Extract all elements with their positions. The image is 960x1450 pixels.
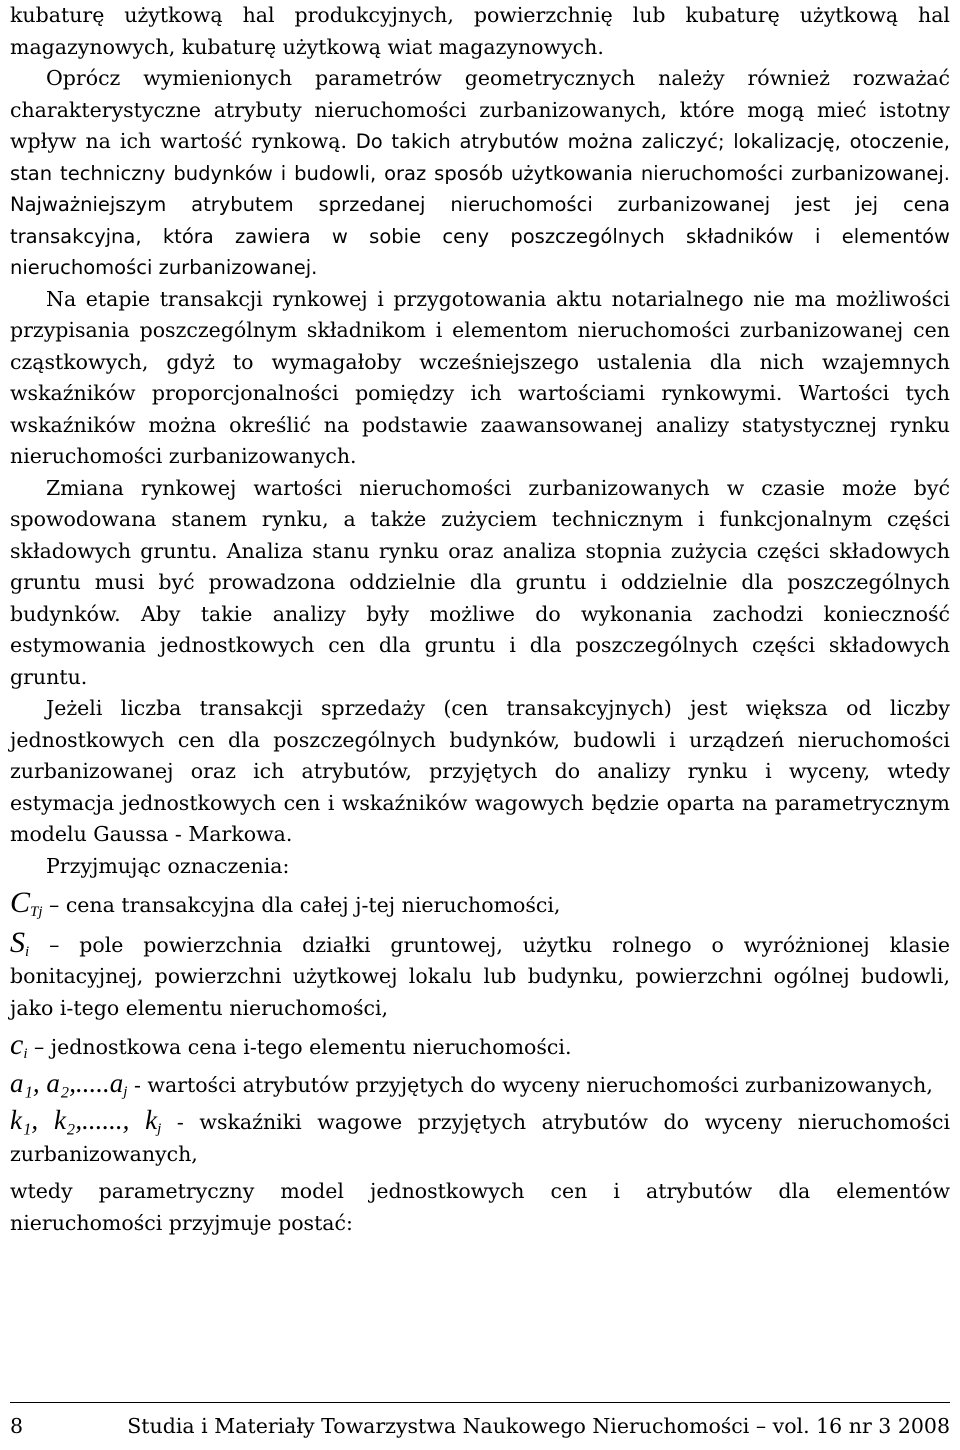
symbol-ctj-subscript: Tj bbox=[30, 904, 43, 920]
definition-ci bbox=[10, 1030, 950, 1064]
definition-aj-text: - wartości atrybutów przyjętych do wyceny nieruchomości zurbanizowanych, bbox=[127, 1072, 933, 1097]
symbol-kj-subscript: j bbox=[157, 1121, 162, 1137]
definition-si-text: – pole powierzchnia działki gruntowej, użytku rolnego o wyróżnionej klasie bonitacyjnej, powierzchni użytkowej lokalu lub budynku, powierzchni ogólnej budowli, jako i-tego elementu nieruchomości, bbox=[10, 932, 950, 1020]
symbol-ctj-base: C bbox=[10, 886, 31, 919]
definition-kj bbox=[10, 1107, 950, 1170]
definition-ctj bbox=[10, 888, 950, 922]
symbol-aj bbox=[10, 1068, 127, 1098]
closing-sentence: wtedy parametryczny model jednostkowych cen i atrybutów dla elementów nieruchomości przyjmuje postać: bbox=[10, 1179, 950, 1235]
symbol-ci-subscript: i bbox=[23, 1046, 28, 1062]
symbol-si-subscript: i bbox=[25, 943, 30, 960]
definition-ci-text: – jednostkowa cena i-tego elementu nieruchomości. bbox=[27, 1035, 572, 1059]
symbol-aj-subscript: j bbox=[123, 1083, 128, 1100]
paragraph-1: kubaturę użytkową hal produkcyjnych, powierzchnię lub kubaturę użytkową hal magazynowych, kubaturę użytkową wiat magazynowych. bbox=[10, 3, 950, 59]
paragraph-2-part-2: Do takich atrybutów można zaliczyć; lokalizację, otoczenie, stan techniczny budynków i budowli, oraz sposób użytkowania nieruchomości zurbanizowanej. bbox=[10, 130, 950, 185]
page-number: 8 bbox=[10, 1414, 24, 1438]
paragraph-6: Przyjmując oznaczenia: bbox=[46, 853, 290, 878]
symbol-aj-base: a₁, a₂,.....a bbox=[10, 1067, 124, 1098]
definition-si bbox=[10, 925, 950, 1025]
paragraph-2-part-3: Najważniejszym atrybutem sprzedanej nieruchomości zurbanizowanej jest jej cena transakcyjna, która zawiera w sobie ceny poszczególnych składników i elementów nieruchomości zurbanizowanej. bbox=[10, 193, 950, 279]
symbol-kj-base: k₁, k₂,......, k bbox=[10, 1105, 158, 1135]
symbol-ctj bbox=[10, 886, 43, 919]
definition-aj bbox=[10, 1067, 950, 1102]
symbol-ci-base: c bbox=[10, 1028, 24, 1061]
symbol-ci bbox=[10, 1028, 28, 1061]
symbol-si bbox=[10, 926, 29, 959]
definition-kj-text: - wskaźniki wagowe przyjętych atrybutów do wyceny nieruchomości zurbanizowanych, bbox=[10, 1110, 950, 1166]
paragraph-2-part-1: Oprócz wymienionych parametrów geometrycznych należy również rozważać charakterystyczne atrybuty nieruchomości zurbanizowanych, które mogą mieć istotny wpływ na ich wartość rynkową. bbox=[10, 66, 950, 153]
paragraph-2 bbox=[10, 63, 950, 284]
symbol-kj bbox=[10, 1105, 161, 1135]
notation-definitions bbox=[10, 888, 950, 1239]
footer-divider bbox=[10, 1402, 950, 1403]
paragraph-5: Jeżeli liczba transakcji sprzedaży (cen transakcyjnych) jest większa od liczby jednostkowych cen dla poszczególnych budynków, budowli i urządzeń nieruchomości zurbanizowanej oraz ich atrybutów, przyjętych do analizy rynku i wyceny, wtedy estymacja jednostkowych cen i wskaźników wagowych będzie oparta na parametrycznym modelu Gaussa - Markowa. bbox=[10, 696, 950, 846]
symbol-si-base: S bbox=[10, 925, 25, 959]
document-body bbox=[10, 0, 950, 1245]
paragraph-4: Zmiana rynkowej wartości nieruchomości zurbanizowanych w czasie może być spowodowana stanem rynku, a także zużyciem technicznym i funkcjonalnym części składowych gruntu. Analiza stanu rynku oraz analiza stopnia zużycia części składowych gruntu musi być prowadzona oddzielnie dla gruntu i oddzielnie dla poszczególnych budynków. Aby takie analizy były możliwe do wykonania zachodzi konieczność estymowania jednostkowych cen dla gruntu i dla poszczególnych części składowych gruntu. bbox=[10, 475, 950, 689]
definition-ctj-text: – cena transakcyjna dla całej j-tej nieruchomości, bbox=[42, 893, 561, 917]
journal-citation: Studia i Materiały Towarzystwa Naukowego Nieruchomości – vol. 16 nr 3 2008 bbox=[127, 1414, 950, 1438]
paragraph-3: Na etapie transakcji rynkowej i przygotowania aktu notarialnego nie ma możliwości przypisania poszczególnym składnikom i elementom nieruchomości zurbanizowanej cen cząstkowych, gdyż to wymagałoby wcześniejszego ustalenia dla nich wzajemnych wskaźników proporcjonalności pomiędzy ich wartościami rynkowymi. Wartości tych wskaźników można określić na podstawie zaawansowanej analizy statystycznej rynku nieruchomości zurbanizowanych. bbox=[10, 286, 950, 468]
